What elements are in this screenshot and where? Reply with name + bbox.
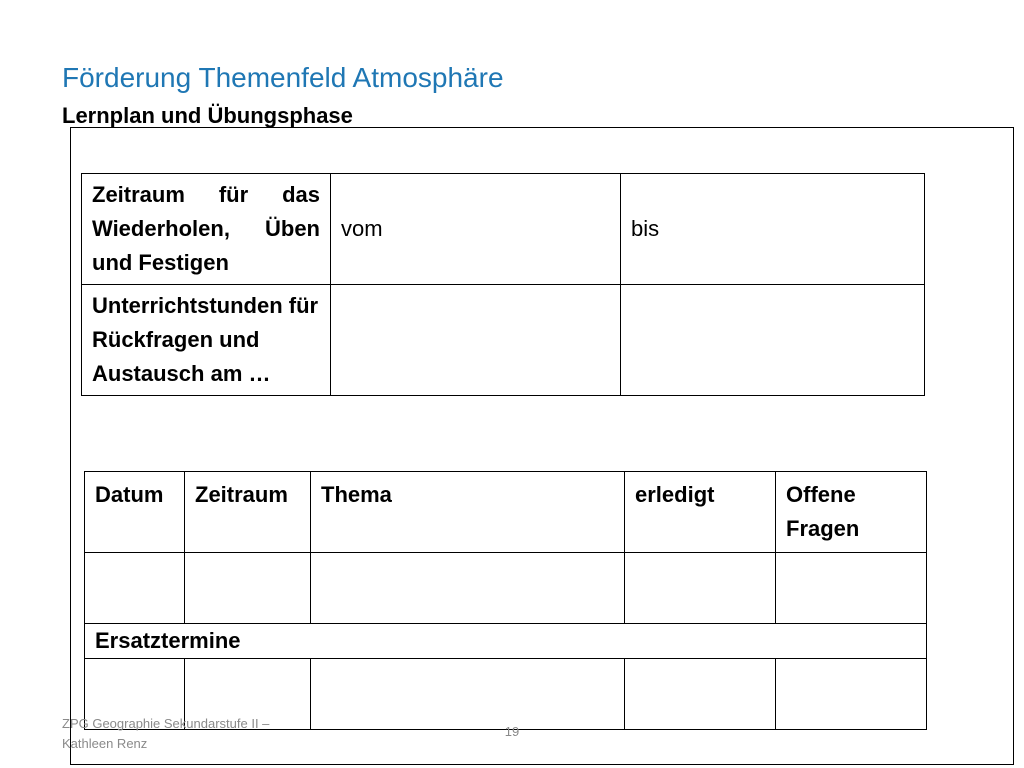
plan-table bbox=[84, 471, 927, 730]
schedule-cell[interactable] bbox=[331, 285, 621, 396]
column-header-thema: Thema bbox=[311, 472, 625, 553]
slide-title: Förderung Themenfeld Atmosphäre bbox=[62, 62, 504, 93]
footer-text: ZPG Geographie Sekundarstufe II – Kathleen Renz bbox=[62, 716, 270, 751]
column-header-erledigt: erledigt bbox=[625, 472, 776, 553]
slide-subtitle: Lernplan und Übungsphase bbox=[62, 103, 353, 128]
table-cell[interactable] bbox=[311, 553, 625, 624]
table-cell[interactable] bbox=[776, 553, 927, 624]
table-header-row bbox=[85, 472, 927, 553]
column-header-offene-fragen: Offene Fragen bbox=[776, 472, 927, 553]
page-number: 19 bbox=[504, 724, 520, 739]
column-header-zeitraum: Zeitraum bbox=[185, 472, 311, 553]
table-cell[interactable] bbox=[776, 659, 927, 730]
table-cell[interactable] bbox=[625, 659, 776, 730]
schedule-row-label: Unterrichtstunden für Rückfragen und Austausch am … bbox=[82, 285, 331, 396]
table-cell[interactable] bbox=[311, 659, 625, 730]
schedule-from-cell[interactable]: vom bbox=[331, 174, 621, 285]
table-row bbox=[85, 553, 927, 624]
table-cell[interactable] bbox=[625, 553, 776, 624]
schedule-to-cell[interactable]: bis bbox=[621, 174, 925, 285]
section-label-ersatztermine: Ersatztermine bbox=[85, 624, 927, 659]
column-header-datum: Datum bbox=[85, 472, 185, 553]
schedule-table bbox=[81, 173, 925, 396]
table-cell[interactable] bbox=[85, 553, 185, 624]
schedule-row-label: Zeitraum für das Wiederholen, Üben und Festigen bbox=[82, 174, 331, 285]
section-row bbox=[85, 624, 927, 659]
table-row bbox=[82, 174, 925, 285]
schedule-cell[interactable] bbox=[621, 285, 925, 396]
table-row bbox=[82, 285, 925, 396]
table-cell[interactable] bbox=[185, 553, 311, 624]
